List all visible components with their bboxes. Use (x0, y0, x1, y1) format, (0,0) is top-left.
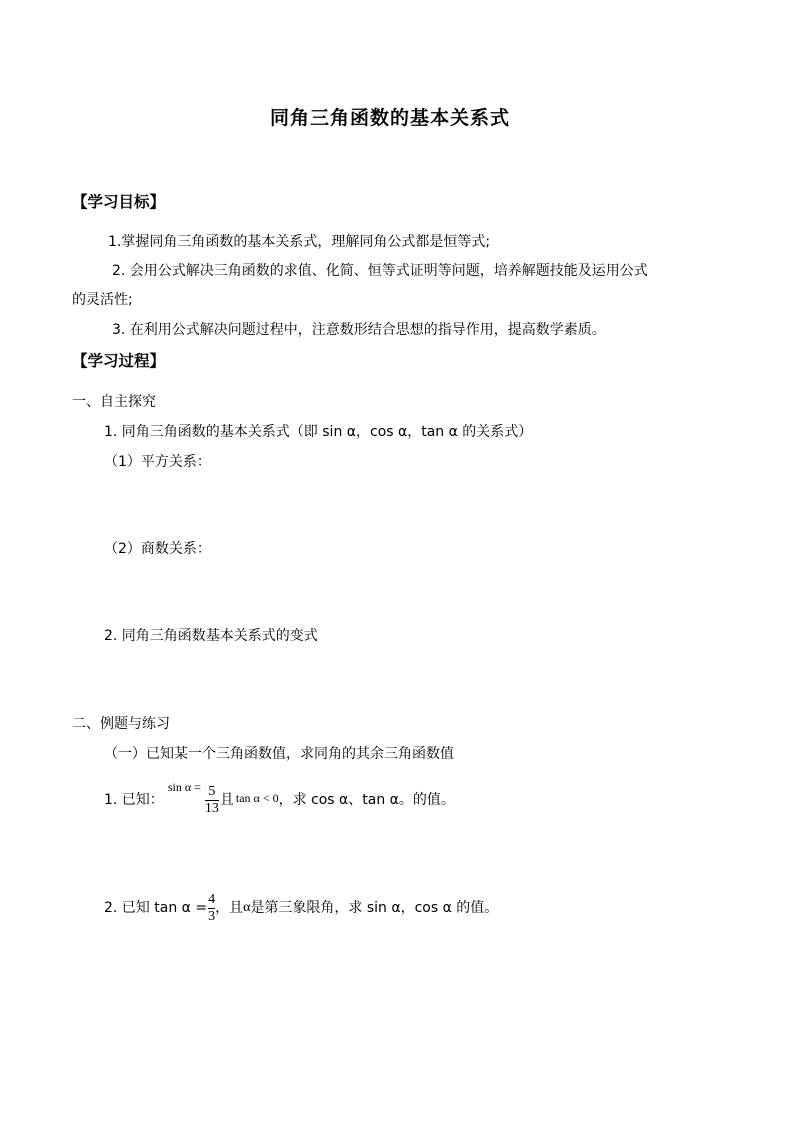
example-1-sin-expr: sin α = (167, 780, 201, 794)
example-2-numerator: 4 (208, 891, 216, 907)
example-2-alpha: α (243, 900, 251, 915)
example-2-fraction (208, 893, 215, 924)
example-1-prefix: 1. 已知： (104, 792, 164, 808)
example-2-suffix: 是第三象限角，求 sin α，cos α 的值。 (250, 900, 499, 916)
example-2-denominator: 3 (208, 908, 216, 924)
process-heading: 【学习过程】 (72, 352, 166, 370)
example-1-fraction (205, 785, 219, 816)
page-title: 同角三角函数的基本关系式 (270, 107, 511, 129)
part1-sub2: （2）商数关系： (104, 541, 211, 557)
goal-item-3: 3. 在利用公式解决问题过程中，注意数形结合思想的指导作用，提高数学素质。 (112, 322, 606, 338)
example-1-numerator: 5 (208, 783, 216, 799)
part2-sub: （一）已知某一个三角函数值，求同角的其余三角函数值 (104, 746, 454, 762)
example-2 (104, 886, 498, 930)
part1-heading: 一、自主探究 (72, 394, 156, 410)
part1-item2: 2. 同角三角函数基本关系式的变式 (104, 628, 318, 644)
goals-heading: 【学习目标】 (72, 193, 166, 211)
example-1-suffix: ，求 cos α、tan α。的值。 (278, 792, 455, 808)
example-1 (104, 776, 455, 824)
example-2-prefix: 2. 已知 tan α = (104, 900, 208, 916)
example-1-denominator: 13 (204, 800, 219, 816)
example-1-tan-expr: tan α < 0 (235, 791, 279, 805)
goal-item-2: 2. 会用公式解决三角函数的求值、化简、恒等式证明等问题，培养解题技能及运用公式 (112, 263, 648, 279)
part1-item1: 1. 同角三角函数的基本关系式（即 sin α，cos α，tan α 的关系式） (104, 424, 533, 440)
goal-item-2-cont: 的灵活性; (72, 292, 133, 308)
part1-sub1: （1）平方关系： (104, 454, 211, 470)
example-2-mid: ，且 (215, 900, 244, 916)
example-1-mid: 且 (219, 792, 234, 808)
goal-item-1: 1.掌握同角三角函数的基本关系式，理解同角公式都是恒等式; (108, 234, 491, 250)
part2-heading: 二、例题与练习 (72, 716, 170, 732)
